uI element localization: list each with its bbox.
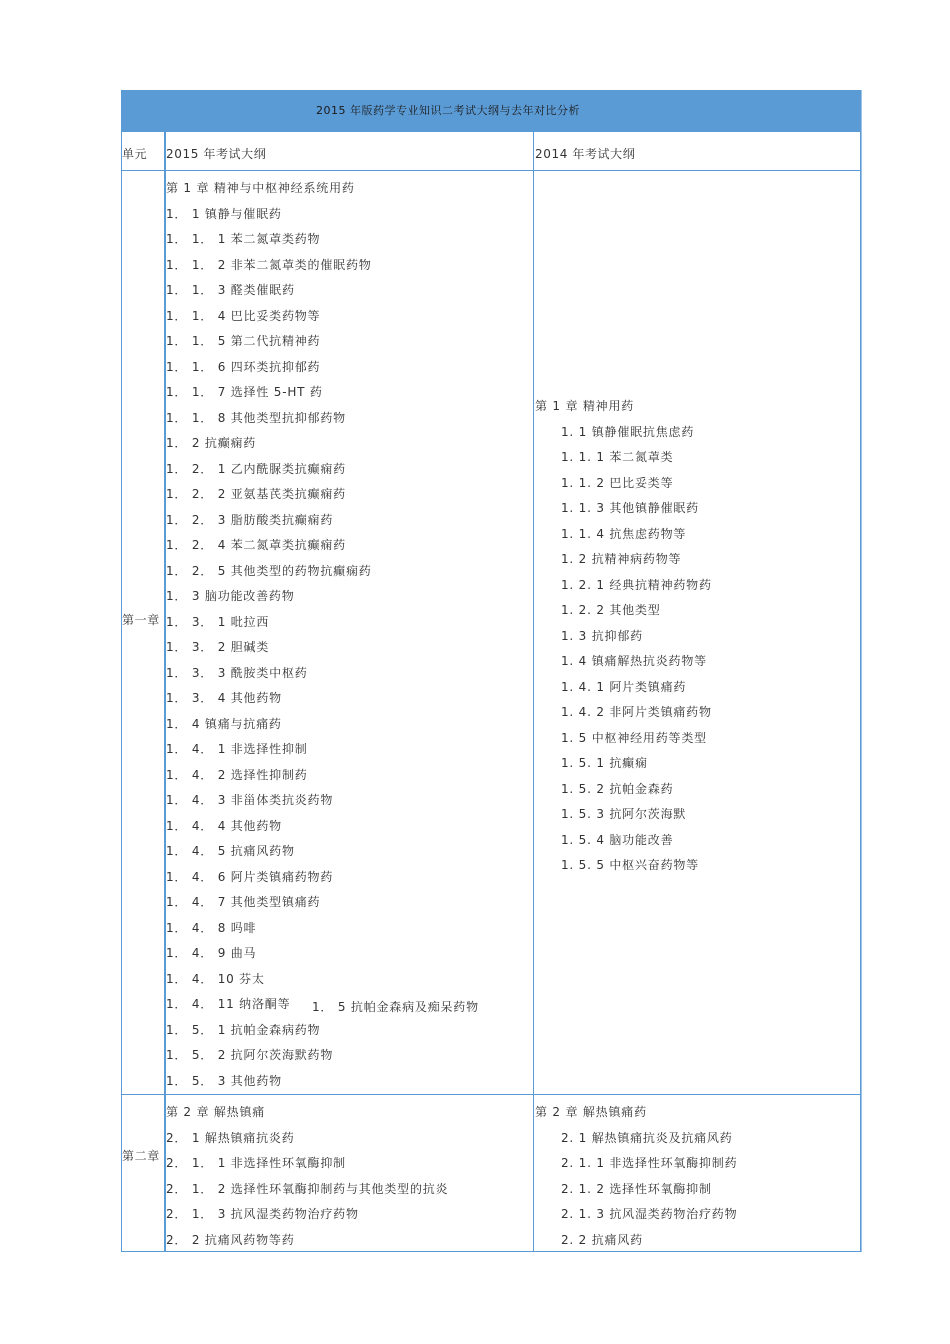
- list-item: 1. 3 抗抑郁药: [561, 628, 643, 643]
- list-item: 1． 2． 1 乙内酰脲类抗癫痫药: [166, 461, 346, 476]
- list-item: 1. 1. 1 苯二氮䓬类: [561, 450, 674, 464]
- list-item: 1． 1． 1 苯二氮䓬类药物: [166, 232, 321, 246]
- list-item: 1． 4． 2 选择性抑制药: [166, 767, 308, 782]
- divider: [122, 170, 860, 171]
- list-item: 1． 4． 11 纳洛酮等: [166, 997, 291, 1011]
- list-item: 2． 1． 1 非选择性环氧酶抑制: [166, 1156, 346, 1170]
- list-item: 1． 4． 1 非选择性抑制: [166, 742, 308, 756]
- list-item: 1． 4． 8 吗啡: [166, 920, 257, 935]
- list-item: 1． 2 抗癫痫药: [166, 436, 257, 450]
- list-item: 1. 5. 3 抗阿尔茨海默: [561, 807, 687, 821]
- list-item: 1． 5． 1 抗帕金森病药物: [166, 1022, 321, 1037]
- list-item: 第 1 章 精神与中枢神经系统用药: [166, 181, 355, 195]
- list-item: 1． 5 抗帕金森病及痴呆药物: [312, 1000, 479, 1014]
- list-item: 1． 3 脑功能改善药物: [166, 589, 295, 603]
- list-item: 1． 3． 3 酰胺类中枢药: [166, 665, 308, 680]
- list-item: 1． 1． 3 醛类催眠药: [166, 283, 295, 297]
- list-item: 第 1 章 精神用药: [535, 399, 635, 413]
- list-item: 1． 4． 7 其他类型镇痛药: [166, 895, 321, 909]
- list-item: 第 2 章 解热镇痛药: [535, 1105, 647, 1119]
- list-item: 1． 5． 2 抗阿尔茨海默药物: [166, 1048, 334, 1062]
- list-item: 1. 4 镇痛解热抗炎药物等: [561, 654, 707, 668]
- table-shadow-edge: [861, 90, 862, 1252]
- list-item: 1． 4． 3 非甾体类抗炎药物: [166, 793, 334, 807]
- header-unit: 单元: [122, 147, 148, 161]
- list-item: 1. 1. 2 巴比妥类等: [561, 475, 674, 490]
- list-item: 1． 4． 5 抗痛风药物: [166, 844, 295, 858]
- list-item: 1． 1 镇静与催眠药: [166, 206, 282, 221]
- list-item: 1． 1． 2 非苯二氮䓬类的催眠药物: [166, 257, 372, 272]
- list-item: 1． 4． 10 芬太: [166, 971, 265, 986]
- list-item: 1． 1． 6 四环类抗抑郁药: [166, 359, 321, 374]
- list-item: 第 2 章 解热镇痛: [166, 1105, 266, 1119]
- list-item: 1． 2． 5 其他类型的药物抗癫痫药: [166, 563, 372, 578]
- list-item: 2. 2 抗痛风药: [561, 1232, 643, 1247]
- list-item: 1. 2. 1 经典抗精神药物药: [561, 577, 712, 592]
- list-item: 2． 1． 2 选择性环氧酶抑制药与其他类型的抗炎: [166, 1181, 449, 1196]
- list-item: 1． 3． 2 胆碱类: [166, 640, 270, 654]
- list-item: 1． 1． 8 其他类型抗抑郁药物: [166, 410, 346, 425]
- table-title-bar: [122, 91, 860, 131]
- list-item: 1． 5． 3 其他药物: [166, 1073, 282, 1088]
- header-2014: 2014 年考试大纲: [535, 147, 636, 161]
- list-item: 1. 5 中枢神经用药等类型: [561, 730, 707, 745]
- list-item: 1． 4． 9 曲马: [166, 946, 257, 960]
- list-item: 1. 1. 4 抗焦虑药物等: [561, 526, 687, 541]
- unit-label-1: 第一章: [122, 613, 160, 627]
- list-item: 1. 5. 2 抗帕金森药: [561, 781, 674, 796]
- divider: [122, 1094, 860, 1095]
- list-item: 2. 1. 1 非选择性环氧酶抑制药: [561, 1156, 738, 1170]
- list-item: 1. 5. 1 抗癫痫: [561, 756, 648, 770]
- list-item: 2． 1． 3 抗风湿类药物治疗药物: [166, 1207, 359, 1221]
- list-item: 1. 5. 5 中枢兴奋药物等: [561, 858, 699, 872]
- list-item: 1. 5. 4 脑功能改善: [561, 832, 674, 847]
- syllabus-comparison-table: [121, 90, 861, 1252]
- unit-label-2: 第二章: [122, 1149, 160, 1163]
- list-item: 2. 1 解热镇痛抗炎及抗痛风药: [561, 1130, 733, 1145]
- list-item: 2． 2 抗痛风药物等药: [166, 1232, 295, 1247]
- list-item: 1. 1 镇静催眠抗焦虑药: [561, 424, 695, 439]
- list-item: 1． 2． 3 脂肪酸类抗癫痫药: [166, 512, 334, 527]
- list-item: 1． 3． 4 其他药物: [166, 691, 282, 705]
- header-2015: 2015 年考试大纲: [166, 147, 267, 161]
- list-item: 1． 4 镇痛与抗痛药: [166, 716, 282, 731]
- list-item: 1． 4． 6 阿片类镇痛药物药: [166, 869, 334, 884]
- list-item: 1． 1． 7 选择性 5-HT 药: [166, 385, 323, 399]
- list-item: 1． 2． 4 苯二氮䓬类抗癫痫药: [166, 538, 346, 552]
- list-item: 2. 1. 3 抗风湿类药物治疗药物: [561, 1207, 738, 1221]
- list-item: 1. 4. 2 非阿片类镇痛药物: [561, 705, 712, 719]
- list-item: 2． 1 解热镇痛抗炎药: [166, 1130, 295, 1145]
- list-item: 1． 2． 2 亚氨基芪类抗癫痫药: [166, 487, 346, 501]
- list-item: 1． 3． 1 吡拉西: [166, 614, 270, 629]
- table-title: 2015 年版药学专业知识二考试大纲与去年对比分析: [316, 104, 580, 117]
- list-item: 1. 2 抗精神病药物等: [561, 552, 682, 566]
- list-item: 1． 4． 4 其他药物: [166, 818, 282, 833]
- list-item: 1． 1． 4 巴比妥类药物等: [166, 308, 321, 323]
- list-item: 2. 1. 2 选择性环氧酶抑制: [561, 1181, 712, 1196]
- list-item: 1. 1. 3 其他镇静催眠药: [561, 501, 699, 515]
- divider: [122, 131, 860, 132]
- list-item: 1． 1． 5 第二代抗精神药: [166, 334, 321, 348]
- list-item: 1. 4. 1 阿片类镇痛药: [561, 679, 687, 694]
- list-item: 1. 2. 2 其他类型: [561, 603, 661, 617]
- column-divider: [533, 131, 534, 1252]
